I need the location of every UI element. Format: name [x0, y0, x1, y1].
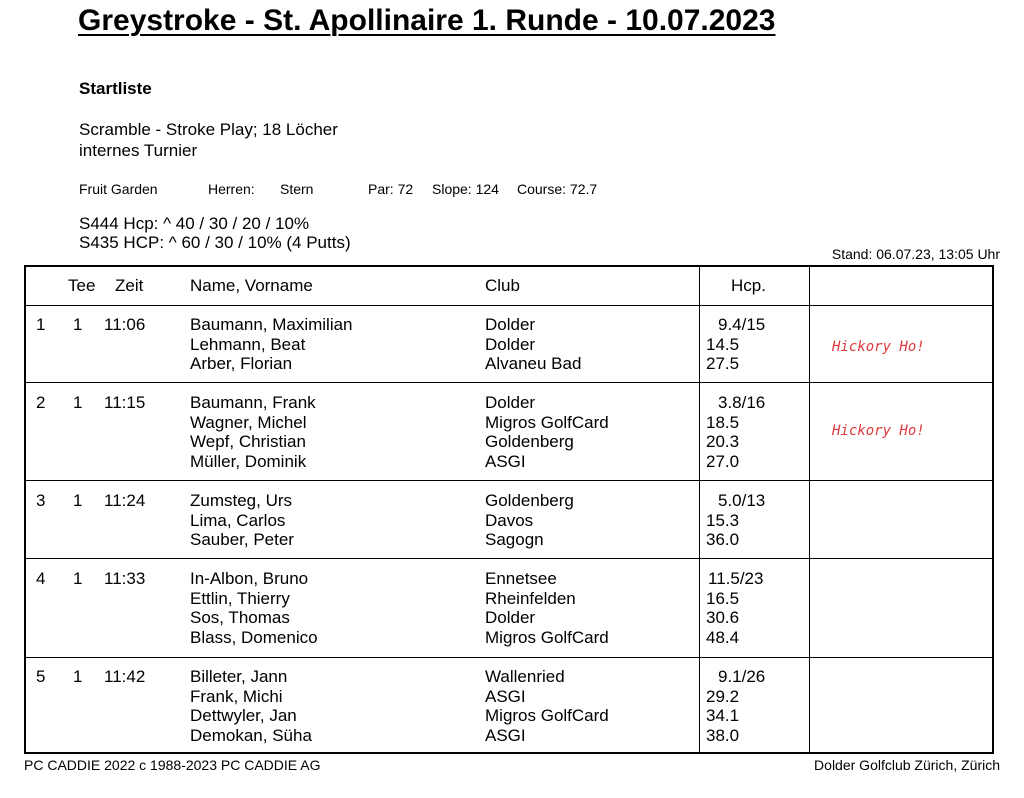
flight-tee: 1	[73, 393, 83, 412]
page-title: Greystroke - St. Apollinaire 1. Runde - 10.07.2023	[78, 4, 776, 37]
rule-s444: S444 Hcp: ^ 40 / 30 / 20 / 10%	[79, 214, 310, 233]
player-club: Dolder	[485, 393, 536, 412]
status-timestamp: Stand: 06.07.23, 13:05 Uhr	[831, 246, 1000, 262]
course-category: Herren:	[208, 181, 255, 197]
player-club: Ennetsee	[485, 569, 557, 588]
player-name: In-Albon, Bruno	[190, 569, 309, 588]
column-divider	[699, 267, 700, 752]
footer-club: Dolder Golfclub Zürich, Zürich	[814, 757, 1000, 773]
flight-time: 11:24	[104, 491, 146, 510]
player-names	[190, 393, 316, 471]
course-par: Par: 72	[368, 181, 414, 197]
column-header-zeit: Zeit	[115, 276, 144, 295]
player-handicap: 18.5	[706, 412, 740, 432]
player-names	[190, 491, 294, 550]
flight-tee: 1	[73, 667, 83, 686]
player-club: Alvaneu Bad	[485, 354, 582, 373]
flight-number: 4	[36, 569, 46, 588]
player-name: Dettwyler, Jan	[190, 706, 297, 725]
column-header-club: Club	[485, 276, 520, 295]
player-name: Sauber, Peter	[190, 530, 294, 549]
row-divider	[26, 657, 992, 658]
player-handicaps	[706, 569, 763, 647]
row-divider	[26, 558, 992, 559]
document-subtitle: Startliste	[79, 79, 152, 98]
handicap-rules	[79, 214, 351, 252]
player-handicap: 29.2	[706, 686, 740, 706]
row-divider	[26, 382, 992, 383]
flight-number: 2	[36, 393, 46, 412]
footer-software: PC CADDIE 2022 c 1988-2023 PC CADDIE AG	[24, 757, 321, 773]
player-clubs	[485, 315, 581, 374]
player-names	[190, 569, 318, 647]
player-handicap: 38.0	[706, 725, 740, 745]
player-club: Goldenberg	[485, 491, 574, 510]
player-club: Dolder	[485, 334, 536, 354]
player-names	[190, 667, 312, 745]
flight-number: 1	[36, 315, 46, 334]
player-handicaps	[706, 667, 765, 745]
header-divider	[26, 305, 992, 306]
player-clubs	[485, 667, 609, 745]
player-club: Migros GolfCard	[485, 706, 609, 725]
player-name: Zumsteg, Urs	[190, 491, 293, 510]
team-handicap: 9.4/15	[718, 315, 766, 334]
player-name: Lima, Carlos	[190, 510, 286, 530]
player-name: Billeter, Jann	[190, 667, 288, 686]
player-club: ASGI	[485, 725, 526, 745]
player-club: ASGI	[485, 686, 526, 706]
team-handicap: 5.0/13	[718, 491, 766, 510]
player-handicap: 20.3	[706, 432, 740, 451]
course-tee: Stern	[280, 181, 314, 197]
start-list-table	[24, 265, 994, 754]
flight-tee: 1	[73, 569, 83, 588]
player-name: Wagner, Michel	[190, 412, 307, 432]
player-name: Blass, Domenico	[190, 627, 318, 647]
rule-s435: S435 HCP: ^ 60 / 30 / 10% (4 Putts)	[79, 233, 351, 252]
player-name: Wepf, Christian	[190, 432, 306, 451]
player-club: Sagogn	[485, 530, 544, 549]
player-clubs	[485, 569, 609, 647]
player-name: Demokan, Süha	[190, 725, 312, 745]
player-clubs	[485, 491, 574, 550]
flight-time: 11:33	[104, 569, 146, 588]
flight-time: 11:15	[104, 393, 146, 412]
flight-time: 11:06	[104, 315, 146, 334]
player-name: Arber, Florian	[190, 354, 293, 373]
flight-number: 5	[36, 667, 46, 686]
player-club: Migros GolfCard	[485, 412, 609, 432]
player-name: Müller, Dominik	[190, 451, 307, 471]
player-name: Ettlin, Thierry	[190, 588, 290, 608]
flight-time: 11:42	[104, 667, 146, 686]
player-name: Baumann, Maximilian	[190, 315, 353, 334]
player-names	[190, 315, 353, 374]
player-club: Davos	[485, 510, 534, 530]
player-club: Migros GolfCard	[485, 627, 609, 647]
player-handicap: 36.0	[706, 530, 740, 549]
player-club: Dolder	[485, 608, 536, 627]
course-rating: Course: 72.7	[517, 181, 598, 197]
column-header-hcp: Hcp.	[731, 276, 766, 295]
player-name: Baumann, Frank	[190, 393, 316, 412]
handwritten-note: Hickory Ho!	[832, 339, 925, 355]
column-divider	[809, 267, 810, 752]
player-club: Dolder	[485, 315, 536, 334]
team-handicap: 11.5/23	[708, 569, 764, 588]
player-handicap: 48.4	[706, 627, 740, 647]
player-handicap: 16.5	[706, 588, 740, 608]
course-name: Fruit Garden	[79, 181, 158, 197]
player-handicap: 27.5	[706, 354, 740, 373]
player-handicap: 27.0	[706, 451, 740, 471]
player-club: ASGI	[485, 451, 526, 471]
flight-number: 3	[36, 491, 46, 510]
player-handicap: 30.6	[706, 608, 740, 627]
course-slope: Slope: 124	[432, 181, 499, 197]
player-handicaps	[706, 393, 765, 471]
player-club: Rheinfelden	[485, 588, 576, 608]
player-club: Goldenberg	[485, 432, 574, 451]
column-header-tee: Tee	[68, 276, 96, 295]
player-handicaps	[706, 315, 765, 374]
column-header-name: Name, Vorname	[190, 276, 313, 295]
player-name: Sos, Thomas	[190, 608, 290, 627]
flight-tee: 1	[73, 491, 83, 510]
player-club: Wallenried	[485, 667, 565, 686]
flight-tee: 1	[73, 315, 83, 334]
player-handicap: 15.3	[706, 510, 740, 530]
player-handicaps	[706, 491, 765, 550]
player-clubs	[485, 393, 609, 471]
player-handicap: 34.1	[706, 706, 740, 725]
row-divider	[26, 480, 992, 481]
team-handicap: 9.1/26	[718, 667, 766, 686]
player-name: Frank, Michi	[190, 686, 283, 706]
player-handicap: 14.5	[706, 334, 740, 354]
team-handicap: 3.8/16	[718, 393, 766, 412]
tournament-type: internes Turnier	[79, 141, 198, 160]
player-name: Lehmann, Beat	[190, 334, 306, 354]
handwritten-note: Hickory Ho!	[832, 423, 925, 439]
tournament-format: Scramble - Stroke Play; 18 Löcher	[79, 120, 338, 139]
